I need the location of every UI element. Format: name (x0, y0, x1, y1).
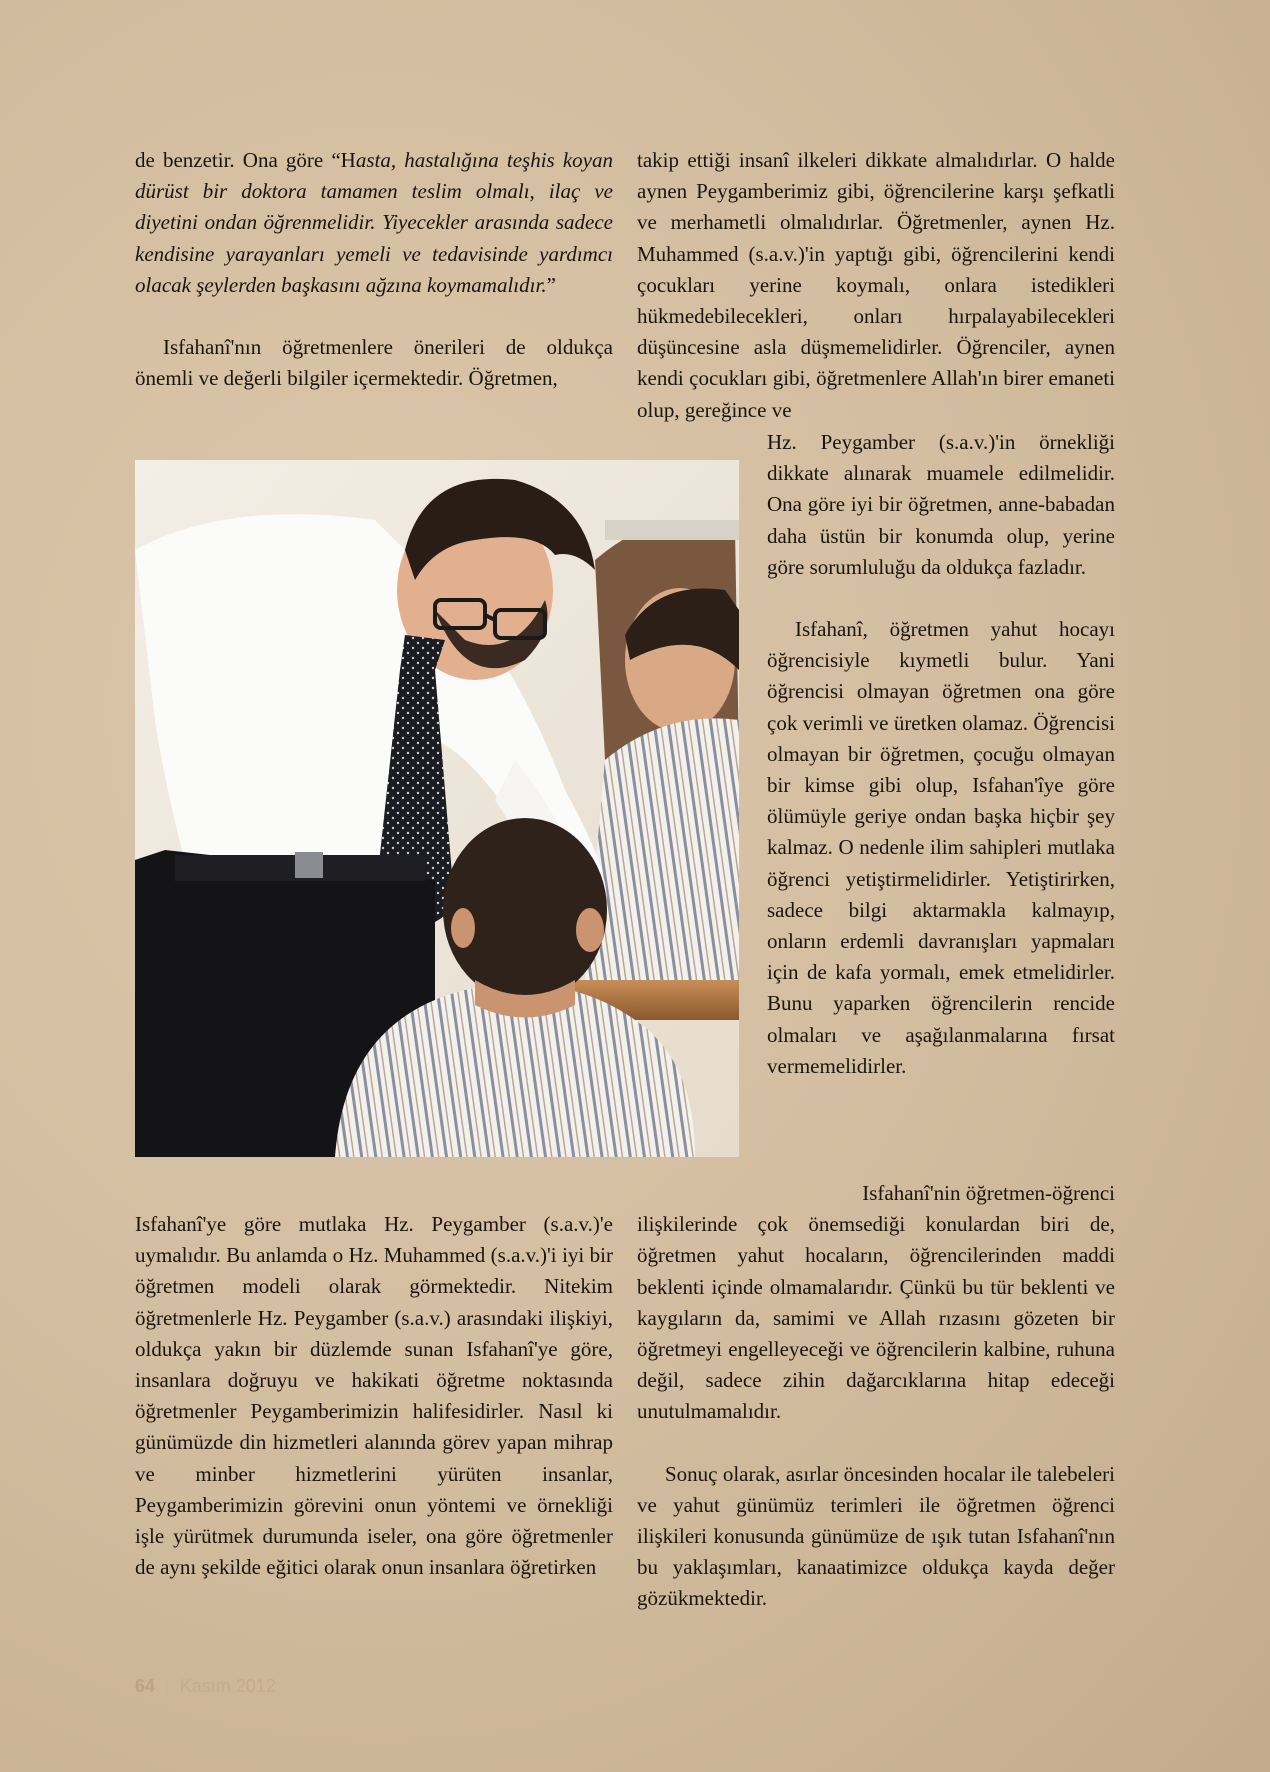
right-column-bottom (637, 1178, 1115, 1615)
page-footer (135, 1676, 276, 1697)
paragraph-teacher-recommendations: Isfahanî'nın öğretmenlere önerileri de oldukça önemli ve değerli bilgiler içermektedir. Öğretmen, (135, 335, 613, 391)
paragraph-humane-principles: takip ettiği insanî ilkeleri dikkate almalıdırlar. O halde aynen Peygamberimiz gibi, öğrencilerine karşı şefkatli ve merhametli olmalıdırlar. Öğretmenler, aynen Hz. Muhammed (s.a.v.)'in yaptığı gibi, öğrencilerini kendi çocukları yerine koymalı, onlara istedikleri hükmedebilecekleri, onları hırpalayabilecekleri düşüncesine asla düşmemelidirler. Öğrenciler, aynen kendi çocukları gibi, öğretmenlere Allah'ın birer emaneti olup, gereğince ve (637, 148, 1115, 422)
right-column-top (637, 145, 1115, 426)
paragraph-conclusion: Sonuç olarak, asırlar öncesinden hocalar ile talebeleri ve yahut günümüz terimleri ile öğretmen öğrenci ilişkileri konusunda günümüze de ışık tutan Isfahanî'nın bu yaklaşımları, kanaatimizce oldukça kayda değer gözükmektedir. (637, 1461, 1115, 1611)
quote-close: ” (546, 272, 556, 297)
quote-intro: de benzetir. Ona göre “H (135, 148, 356, 172)
paragraph-prophet-model: Isfahanî'ye göre mutlaka Hz. Peygamber (s.a.v.)'e uymalıdır. Bu anlamda o Hz. Muhammed (s.a.v.)'i iyi bir öğretmen modeli olarak görmektedir. Nitekim öğretmenlerle Hz. Peygamber (s.a.v.) arasındaki ilişkiyi, oldukça yakın bir düzlemde sunan Isfahanî'ye göre, insanlara doğruyu ve hakikati öğretme noktasında öğretmenler Peygamberimizin halifesidirler. Nasıl ki günümüzde din hizmetleri alanında görev yapan mihrap ve minber hizmetlerini yürüten insanlar, Peygamberimizin görevini onun yöntemi ve örnekliği işle yürütmek durumunda iseler, ona göre öğretmenler de aynı şekilde eğitici olarak onun insanlara öğretirken (135, 1212, 613, 1580)
paragraph-lead-line: Isfahanî'nin öğretmen-öğrenci (862, 1181, 1115, 1205)
paragraph-material-expectation: ilişkilerinde çok önemsediği konulardan biri de, öğretmen yahut hocaların, öğrencilerinden maddi beklenti içinde olmamalarıdır. Çünkü bu tür beklenti ve kaygıların da, samimi ve Allah rızasını gözeten bir öğretmeyi engelleyeceği ve öğrencilerin kalbine, ruhuna değil, sadece zihin dağarcıklarına hitap edeceği unutulmamalıdır. (637, 1212, 1115, 1424)
teacher-student-photo (135, 460, 739, 1157)
right-column-middle (767, 427, 1115, 1082)
left-column-top (135, 145, 613, 394)
issue-date: Kasım 2012 (179, 1676, 276, 1696)
left-column-bottom (135, 1209, 613, 1583)
paragraph-valuable-student: Isfahanî, öğretmen yahut hocayı öğrencisiyle kıymetli bulur. Yani öğrencisi olmayan öğretmen ona göre çok verimli ve üretken olamaz. Öğrencisi olmayan bir öğretmen, çocuğu olmayan bir kimse gibi olup, Isfahan'îye göre ölümüyle geriye ondan başka hiçbir şey kalmaz. O nedenle ilim sahipleri mutlaka öğrenci yetiştirmelidirler. Yetiştirirken, sadece bilgi aktarmakla kalmayıp, onların erdemli davranışları yapmaları için de kafa yormalı, emek etmelidirler. Bunu yaparken öğrencilerin rencide olmaları ve aşağılanmalarına fırsat vermemelidirler. (767, 617, 1115, 1078)
paragraph-example-treatment: Hz. Peygamber (s.a.v.)'in örnekliği dikkate alınarak muamele edilmelidir. Ona göre iyi bir öğretmen, anne-babadan daha üstün bir konumda olup, yerine göre sorumluluğu da oldukça fazladır. (767, 430, 1115, 579)
page-number: 64 (135, 1676, 156, 1696)
quote-italic-text: asta, hastalığına teşhis koyan dürüst bir doktora tamamen teslim olmalı, ilaç ve diyetini ondan öğrenmelidir. Yiyecekler arasında sadece kendisine yarayanları yemeli ve tedavisinde yardımcı olacak şeylerden başkasını ağzına koymamalıdır. (135, 148, 613, 297)
footer-separator: | (165, 1676, 170, 1696)
quote-paragraph (135, 145, 613, 301)
